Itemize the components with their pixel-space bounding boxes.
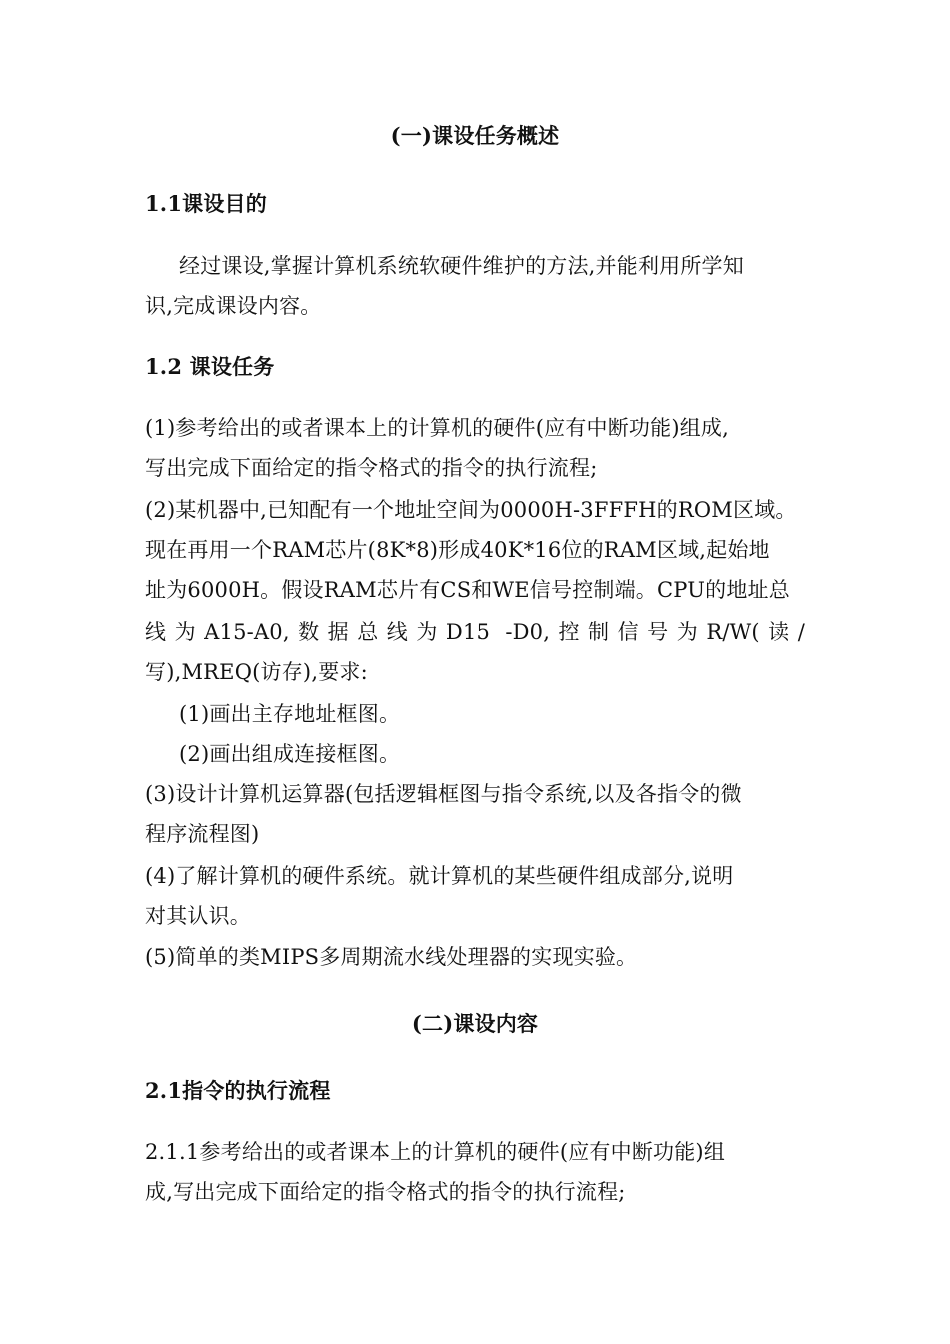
task-line-5: 址为6000H。假设RAM芯片有CS和WE信号控制端。CPU的地址总 <box>145 578 790 602</box>
task-line-7: 写),MREQ(访存),要求: <box>145 660 368 684</box>
task-line-2: 写出完成下面给定的指令格式的指令的执行流程; <box>145 456 598 480</box>
task-line-11: 程序流程图) <box>145 822 260 846</box>
task-line-14: (5)简单的类MIPS多周期流水线处理器的实现实验。 <box>145 945 638 969</box>
section-title-task-overview: (一)课设任务概述 <box>390 123 560 148</box>
heading-2-1-flow: 2.1指令的执行流程 <box>145 1078 331 1103</box>
task-line-10: (3)设计计算机运算器(包括逻辑框图与指令系统,以及各指令的微 <box>145 782 742 806</box>
task-line-13: 对其认识。 <box>145 904 251 928</box>
content-paragraph-line-1: 2.1.1参考给出的或者课本上的计算机的硬件(应有中断功能)组 <box>145 1140 726 1164</box>
purpose-paragraph-line-2: 识,完成课设内容。 <box>145 294 322 318</box>
task-line-3: (2)某机器中,已知配有一个地址空间为0000H-3FFFH的ROM区域。 <box>145 498 797 522</box>
task-line-6: 线为A15-A0,数据总线为D15 -D0,控制信号为R/W(读/ <box>145 620 805 644</box>
task-line-1: (1)参考给出的或者课本上的计算机的硬件(应有中断功能)组成, <box>145 416 730 440</box>
section-title-content: (二)课设内容 <box>411 1011 539 1036</box>
purpose-paragraph-line-1: 经过课设,掌握计算机系统软硬件维护的方法,并能利用所学知 <box>179 254 744 278</box>
heading-1-2-tasks: 1.2 课设任务 <box>145 354 275 379</box>
task-subitem-2: (2)画出组成连接框图。 <box>179 742 401 766</box>
content-paragraph-line-2: 成,写出完成下面给定的指令格式的指令的执行流程; <box>145 1180 626 1204</box>
heading-1-1-purpose: 1.1课设目的 <box>145 191 267 216</box>
task-line-12: (4)了解计算机的硬件系统。就计算机的某些硬件组成部分,说明 <box>145 864 734 888</box>
task-line-4: 现在再用一个RAM芯片(8K*8)形成40K*16位的RAM区域,起始地 <box>145 538 770 562</box>
task-subitem-1: (1)画出主存地址框图。 <box>179 702 401 726</box>
